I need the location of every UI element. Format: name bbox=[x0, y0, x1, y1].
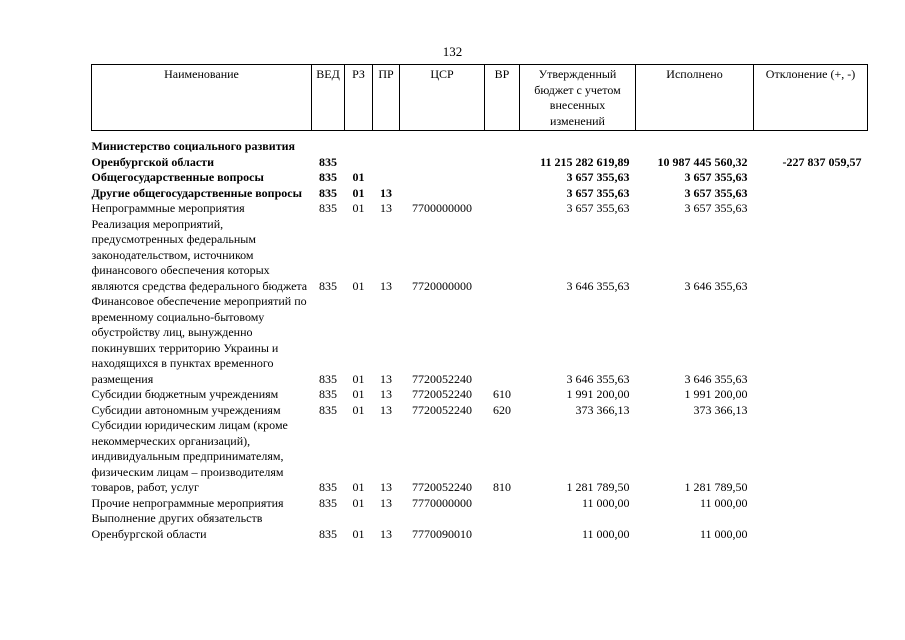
cell-plan: 11 000,00 bbox=[581, 526, 630, 541]
cell-pr: 13 bbox=[380, 185, 392, 200]
cell-ved: 835 bbox=[319, 371, 337, 386]
cell-pr: 13 bbox=[380, 278, 392, 293]
header-deviation: Отклонение (+, -) bbox=[754, 65, 868, 131]
table-row bbox=[92, 387, 868, 403]
cell-name: Непрограммные мероприятия bbox=[91, 201, 245, 215]
cell-pr: 13 bbox=[380, 480, 392, 494]
cell-ved: 835 bbox=[319, 278, 337, 293]
cell-name: Прочие непрограммные мероприятия bbox=[91, 495, 284, 510]
cell-done: 1 991 200,00 bbox=[684, 387, 748, 401]
page-number: 132 bbox=[442, 44, 463, 59]
cell-deviation bbox=[754, 496, 868, 512]
cell-pr bbox=[373, 170, 400, 186]
cell-deviation: -227 837 059,57 bbox=[782, 154, 862, 169]
cell-vr bbox=[485, 511, 520, 542]
cell-done: 3 657 355,63 bbox=[684, 201, 748, 215]
cell-pr: 13 bbox=[380, 387, 392, 401]
cell-vr: 810 bbox=[493, 480, 511, 494]
cell-plan: 3 657 355,63 bbox=[566, 185, 630, 200]
cell-done: 3 657 355,63 bbox=[684, 170, 748, 184]
header-pr: ПР bbox=[373, 65, 400, 131]
cell-pr bbox=[373, 131, 400, 171]
cell-plan: 11 000,00 bbox=[581, 495, 630, 510]
header-name: Наименование bbox=[92, 65, 312, 131]
budget-table bbox=[91, 64, 868, 542]
cell-plan: 373 366,13 bbox=[575, 402, 630, 417]
cell-vr bbox=[485, 217, 520, 295]
cell-csr: 7720052240 bbox=[412, 387, 472, 401]
cell-rz: 01 bbox=[352, 170, 365, 184]
cell-ved: 835 bbox=[319, 526, 337, 541]
cell-done: 3 646 355,63 bbox=[684, 278, 748, 293]
cell-deviation bbox=[754, 294, 868, 387]
cell-name: Реализация мероприятий, предусмотренных федеральным законодательством, источником финансового обеспечения которых являются средства федерального бюджета bbox=[91, 216, 308, 293]
cell-vr bbox=[485, 186, 520, 202]
table-header-row bbox=[92, 65, 868, 131]
table-row bbox=[92, 186, 868, 202]
cell-done: 11 000,00 bbox=[699, 526, 748, 541]
header-csr: ЦСР bbox=[400, 65, 485, 131]
cell-done: 10 987 445 560,32 bbox=[657, 154, 748, 169]
cell-ved: 835 bbox=[319, 387, 337, 401]
cell-pr: 13 bbox=[380, 371, 392, 386]
header-done: Исполнено bbox=[636, 65, 754, 131]
cell-vr bbox=[485, 496, 520, 512]
cell-done: 373 366,13 bbox=[693, 402, 748, 417]
cell-name: Субсидии юридическим лицам (кроме некоммерческих организаций), индивидуальным предпринимателям, физическим лицам – производителям товаров, работ, услуг bbox=[91, 418, 288, 494]
cell-csr: 7720000000 bbox=[412, 278, 472, 293]
cell-csr: 7720052240 bbox=[412, 371, 472, 386]
cell-ved: 835 bbox=[319, 185, 337, 200]
table-row bbox=[92, 131, 868, 171]
cell-pr: 13 bbox=[380, 526, 392, 541]
cell-deviation bbox=[754, 186, 868, 202]
table-row bbox=[92, 170, 868, 186]
cell-csr: 7720052240 bbox=[412, 402, 472, 417]
cell-name: Финансовое обеспечение мероприятий по временному социально-бытовому обустройству лиц, вынужденно покинувших территорию Украины и находящихся в пунктах временного размещения bbox=[91, 294, 307, 386]
cell-vr: 610 bbox=[493, 387, 511, 401]
cell-done: 3 657 355,63 bbox=[684, 185, 748, 200]
cell-deviation bbox=[754, 170, 868, 186]
cell-name: Министерство социального развития Оренбургской области bbox=[91, 139, 296, 169]
table-row bbox=[92, 403, 868, 419]
cell-plan: 1 991 200,00 bbox=[566, 387, 630, 401]
header-plan: Утвержденный бюджет с учетом внесенных изменений bbox=[520, 65, 636, 131]
cell-plan: 3 657 355,63 bbox=[566, 201, 630, 215]
cell-vr bbox=[485, 294, 520, 387]
cell-rz: 01 bbox=[352, 278, 365, 293]
cell-vr bbox=[485, 170, 520, 186]
cell-plan: 11 215 282 619,89 bbox=[540, 154, 630, 169]
cell-rz: 01 bbox=[352, 185, 365, 200]
cell-csr: 7770090010 bbox=[412, 526, 472, 541]
cell-name: Субсидии бюджетным учреждениям bbox=[91, 387, 279, 401]
cell-name: Другие общегосударственные вопросы bbox=[91, 185, 302, 200]
header-rz: РЗ bbox=[345, 65, 373, 131]
cell-csr: 7770000000 bbox=[412, 495, 472, 510]
cell-done: 1 281 789,50 bbox=[684, 480, 748, 494]
cell-deviation bbox=[754, 387, 868, 403]
cell-csr: 7720052240 bbox=[412, 480, 472, 494]
table-row bbox=[92, 496, 868, 512]
cell-csr bbox=[400, 186, 485, 202]
cell-ved: 835 bbox=[319, 402, 337, 417]
cell-pr: 13 bbox=[380, 402, 392, 417]
cell-csr bbox=[400, 131, 485, 171]
cell-plan: 3 646 355,63 bbox=[566, 278, 630, 293]
cell-plan: 3 646 355,63 bbox=[566, 371, 630, 386]
cell-deviation bbox=[754, 511, 868, 542]
cell-ved: 835 bbox=[319, 480, 337, 494]
cell-name: Выполнение других обязательств Оренбургской области bbox=[91, 511, 263, 541]
cell-ved: 835 bbox=[319, 154, 337, 169]
cell-rz: 01 bbox=[352, 495, 365, 510]
cell-deviation bbox=[754, 201, 868, 217]
cell-name: Субсидии автономным учреждениям bbox=[91, 402, 281, 417]
cell-rz: 01 bbox=[352, 526, 365, 541]
header-ved: ВЕД bbox=[312, 65, 345, 131]
cell-rz: 01 bbox=[352, 480, 365, 494]
cell-rz: 01 bbox=[352, 402, 365, 417]
cell-done: 11 000,00 bbox=[699, 495, 748, 510]
cell-plan: 1 281 789,50 bbox=[566, 480, 630, 494]
cell-rz bbox=[345, 131, 373, 171]
cell-pr: 13 bbox=[380, 495, 392, 510]
cell-plan: 3 657 355,63 bbox=[566, 170, 630, 184]
cell-done: 3 646 355,63 bbox=[684, 371, 748, 386]
cell-rz: 01 bbox=[352, 201, 365, 215]
cell-pr: 13 bbox=[380, 201, 392, 215]
cell-csr: 7700000000 bbox=[412, 201, 472, 215]
cell-name: Общегосударственные вопросы bbox=[91, 170, 264, 184]
cell-deviation bbox=[754, 403, 868, 419]
cell-rz: 01 bbox=[352, 371, 365, 386]
table-row bbox=[92, 201, 868, 217]
cell-vr bbox=[485, 131, 520, 171]
cell-deviation bbox=[754, 418, 868, 496]
table-row bbox=[92, 511, 868, 542]
cell-ved: 835 bbox=[319, 495, 337, 510]
table-body bbox=[92, 131, 868, 543]
header-vr: ВР bbox=[485, 65, 520, 131]
table-row bbox=[92, 294, 868, 387]
cell-csr bbox=[400, 170, 485, 186]
cell-ved: 835 bbox=[319, 170, 337, 184]
cell-vr bbox=[485, 201, 520, 217]
cell-vr: 620 bbox=[493, 402, 511, 417]
table-row bbox=[92, 418, 868, 496]
table-row bbox=[92, 217, 868, 295]
cell-rz: 01 bbox=[352, 387, 365, 401]
cell-deviation bbox=[754, 217, 868, 295]
cell-ved: 835 bbox=[319, 201, 337, 215]
